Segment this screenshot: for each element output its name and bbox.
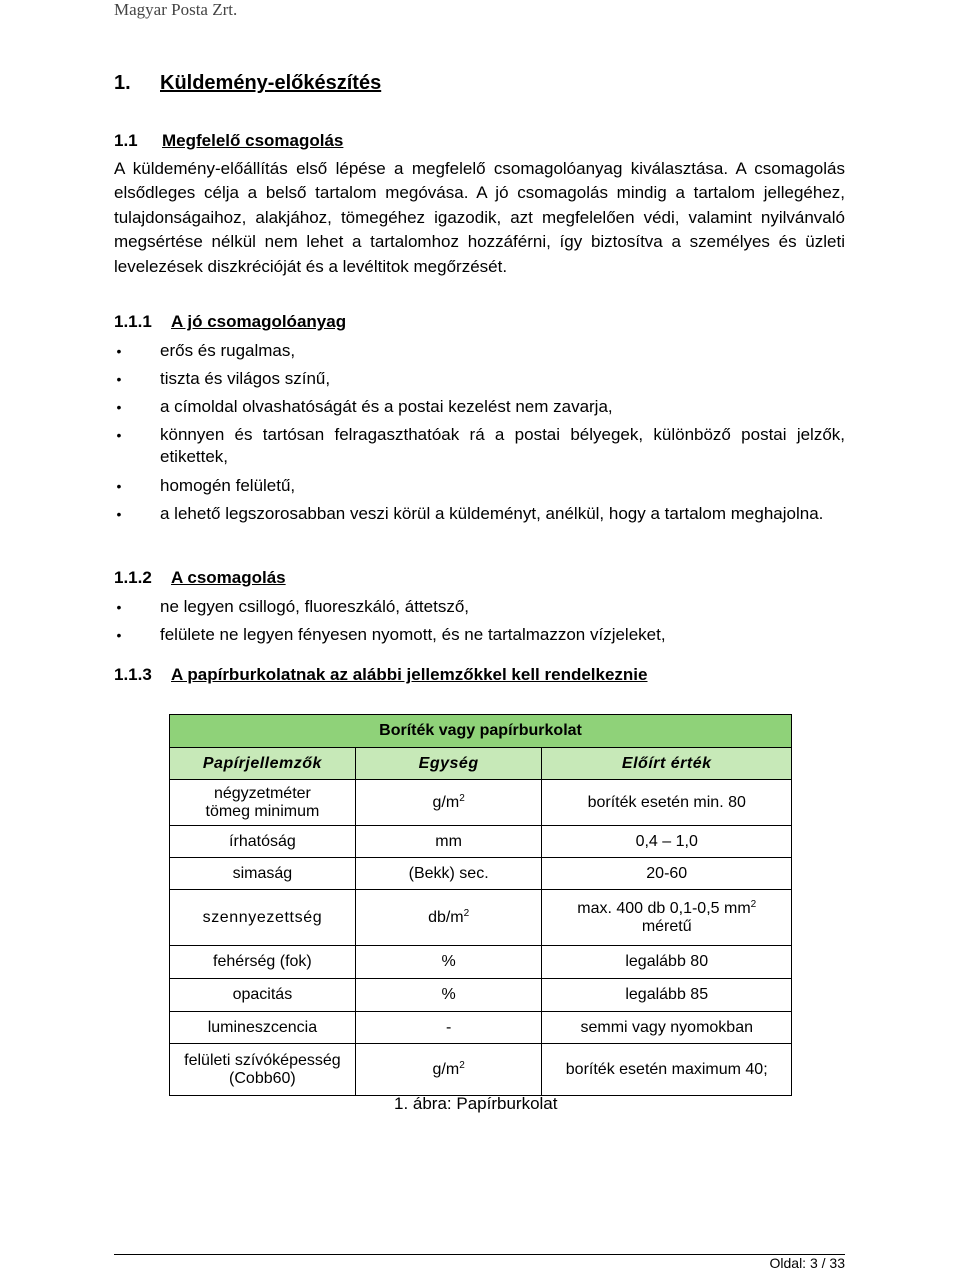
- table-cell: írhatóság: [170, 826, 356, 858]
- table-cell: -: [355, 1012, 542, 1044]
- section-title: A jó csomagolóanyag: [171, 312, 347, 331]
- section-heading-1-1-3: [114, 665, 648, 685]
- document-header: Magyar Posta Zrt.: [114, 0, 238, 19]
- table-header-row: [170, 748, 792, 780]
- list-item: • erős és rugalmas,: [114, 340, 845, 362]
- section-number: 1.1: [114, 131, 138, 150]
- table-cell: felületi szívóképesség (Cobb60): [170, 1044, 356, 1096]
- section-number: 1.1.2: [114, 568, 152, 587]
- table-cell: lumineszcencia: [170, 1012, 356, 1044]
- table-cell: semmi vagy nyomokban: [542, 1012, 792, 1044]
- paper-spec-table: [169, 714, 792, 1096]
- bullet-icon: •: [116, 427, 122, 443]
- table-cell: négyzetméter tömeg minimum: [170, 780, 356, 826]
- bullet-icon: •: [116, 478, 122, 494]
- table-row: [170, 1044, 792, 1096]
- table-row: [170, 890, 792, 946]
- section-heading-1-1-1: [114, 312, 346, 332]
- list-item: • a címoldal olvashatóságát és a postai kezelést nem zavarja,: [114, 396, 845, 418]
- table-cell: szennyezettség: [170, 890, 356, 946]
- table-row: [170, 979, 792, 1012]
- list-item: • tiszta és világos színű,: [114, 368, 845, 390]
- section-number: 1.1.3: [114, 665, 152, 684]
- table-cell: fehérség (fok): [170, 946, 356, 979]
- section-heading-1-1: [114, 131, 343, 151]
- bullet-icon: •: [116, 371, 122, 387]
- table-row: [170, 780, 792, 826]
- figure-caption: 1. ábra: Papírburkolat: [394, 1094, 558, 1113]
- column-header: Egység: [355, 748, 542, 780]
- list-item: • könnyen és tartósan felragaszthatóak rá a postai bélyegek, különböző postai jelzők, etikettek,: [114, 424, 845, 468]
- table-cell: boríték esetén maximum 40;: [542, 1044, 792, 1096]
- column-header: Papírjellemzők: [170, 748, 356, 780]
- table-cell: $g/m^2$: [355, 780, 542, 826]
- column-header: Előírt érték: [542, 748, 792, 780]
- section-number: 1.: [114, 72, 131, 94]
- table-cell: legalább 80: [542, 946, 792, 979]
- table-cell: boríték esetén min. 80: [542, 780, 792, 826]
- section-heading-1: [114, 72, 381, 95]
- bullet-icon: •: [116, 506, 122, 522]
- table-title: Boríték vagy papírburkolat: [170, 715, 792, 748]
- bullet-icon: •: [116, 599, 122, 615]
- table-row: [170, 1012, 792, 1044]
- footer-divider: [114, 1254, 845, 1255]
- table-cell: max. 400 db 0,1-0,5 $mm^2$ méretű: [542, 890, 792, 946]
- section-number: 1.1.1: [114, 312, 152, 331]
- list-item: • ne legyen csillogó, fluoreszkáló, áttetsző,: [114, 596, 845, 618]
- table-cell: legalább 85: [542, 979, 792, 1012]
- intro-paragraph: A küldemény-előállítás első lépése a megfelelő csomagolóanyag kiválasztása. A csomagolás elsődleges célja a belső tartalom megóvása. A jó csomagolás mindig a tartalom jellegéhez, tulajdonságaihoz, alakjához, tömegéhez igazodik, azt megfelelően védi, valamint nyilvánvaló megsértése nélkül nem lehet a tartalomhoz hozzáférni, így biztosítva a személyes és üzleti levelezések diszkrécióját és a levéltitok megőrzését.: [114, 159, 845, 276]
- table-cell: opacitás: [170, 979, 356, 1012]
- section-heading-1-1-2: [114, 568, 286, 588]
- list-item: • homogén felületű,: [114, 475, 845, 497]
- table-row: [170, 826, 792, 858]
- section-title: Megfelelő csomagolás: [162, 131, 344, 150]
- table-cell: (Bekk) sec.: [355, 858, 542, 890]
- list-item: • felülete ne legyen fényesen nyomott, és ne tartalmazzon vízjeleket,: [114, 624, 845, 646]
- table-cell: mm: [355, 826, 542, 858]
- bullet-icon: •: [116, 343, 122, 359]
- table-cell: %: [355, 979, 542, 1012]
- section-title: A csomagolás: [171, 568, 286, 587]
- table-cell: simaság: [170, 858, 356, 890]
- table-row: [170, 946, 792, 979]
- bullet-icon: •: [116, 399, 122, 415]
- section-title: Küldemény-előkészítés: [160, 72, 382, 94]
- table-cell: $g/m^2$: [355, 1044, 542, 1096]
- table-cell: 20-60: [542, 858, 792, 890]
- table-title-row: [170, 715, 792, 748]
- section-title: A papírburkolatnak az alábbi jellemzőkkel kell rendelkeznie: [171, 665, 648, 684]
- table-cell: 0,4 – 1,0: [542, 826, 792, 858]
- bullet-icon: •: [116, 627, 122, 643]
- page-number: Oldal: 3 / 33: [769, 1255, 845, 1271]
- table-cell: %: [355, 946, 542, 979]
- table-cell: $db/m^2$: [355, 890, 542, 946]
- list-item: • a lehető legszorosabban veszi körül a küldeményt, anélkül, hogy a tartalom meghajolna.: [114, 503, 845, 525]
- table-row: [170, 858, 792, 890]
